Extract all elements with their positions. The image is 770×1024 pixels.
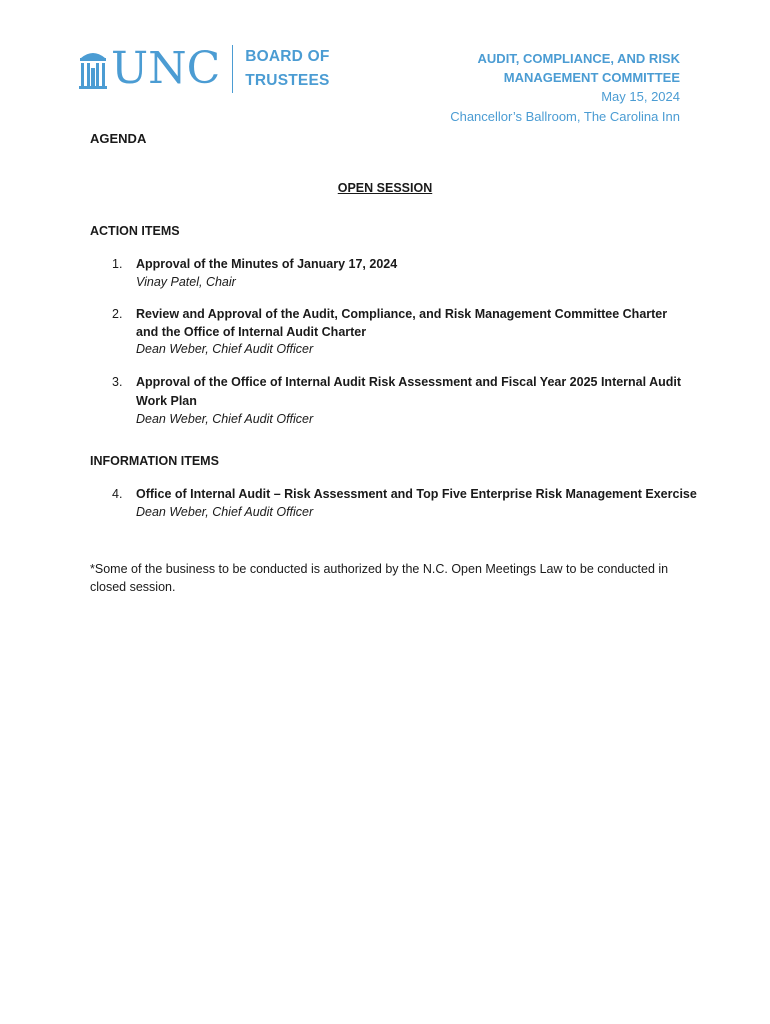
agenda-item-1: [112, 256, 682, 291]
meeting-location: Chancellor’s Ballroom, The Carolina Inn: [450, 108, 680, 124]
item-title: Office of Internal Audit – Risk Assessment and Top Five Enterprise Risk Management Exercise: [136, 487, 697, 501]
item-presenter: Vinay Patel, Chair: [136, 274, 236, 289]
unc-board-of-trustees-logo: [78, 44, 330, 94]
committee-name-line-2: MANAGEMENT COMMITTEE: [503, 70, 680, 86]
logo-board-line-2: TRUSTEES: [245, 72, 330, 89]
item-title: Approval of the Minutes of January 17, 2024: [136, 257, 398, 271]
item-title-line-2: Work Plan: [136, 393, 197, 408]
agenda-heading: AGENDA: [90, 131, 147, 146]
agenda-item-3: [112, 373, 682, 429]
item-title-line-2: and the Office of Internal Audit Charter: [136, 324, 367, 339]
logo-divider: [232, 45, 233, 93]
old-well-icon: [78, 46, 108, 92]
item-presenter: Dean Weber, Chief Audit Officer: [136, 412, 314, 426]
item-presenter: Dean Weber, Chief Audit Officer: [136, 342, 314, 356]
logo-board-line-1: BOARD OF: [245, 48, 330, 65]
committee-name-line-1: AUDIT, COMPLIANCE, AND RISK: [477, 51, 680, 66]
agenda-item-2: [112, 306, 682, 359]
logo-wordmark: UNC: [111, 43, 221, 94]
item-number: 2.: [112, 307, 123, 321]
open-session-heading: OPEN SESSION: [337, 181, 433, 195]
item-presenter: Dean Weber, Chief Audit Officer: [136, 504, 314, 519]
meeting-info: [450, 49, 680, 126]
item-number: 4.: [112, 487, 123, 501]
agenda-item-4: [112, 486, 712, 521]
closed-session-footnote: *Some of the business to be conducted is authorized by the N.C. Open Meetings Law to be conducted in closed session.: [90, 562, 669, 594]
information-items-heading: INFORMATION ITEMS: [90, 454, 219, 468]
item-number: 3.: [112, 375, 123, 389]
logo-board-text: [245, 45, 329, 93]
item-title-line-1: Review and Approval of the Audit, Compliance, and Risk Management Committee Charter: [136, 307, 668, 321]
meeting-date: May 15, 2024: [601, 89, 680, 105]
action-items-heading: ACTION ITEMS: [90, 224, 180, 238]
item-title-line-1: Approval of the Office of Internal Audit Risk Assessment and Fiscal Year 2025 Internal Audit: [136, 375, 682, 389]
item-number: 1.: [112, 257, 123, 271]
